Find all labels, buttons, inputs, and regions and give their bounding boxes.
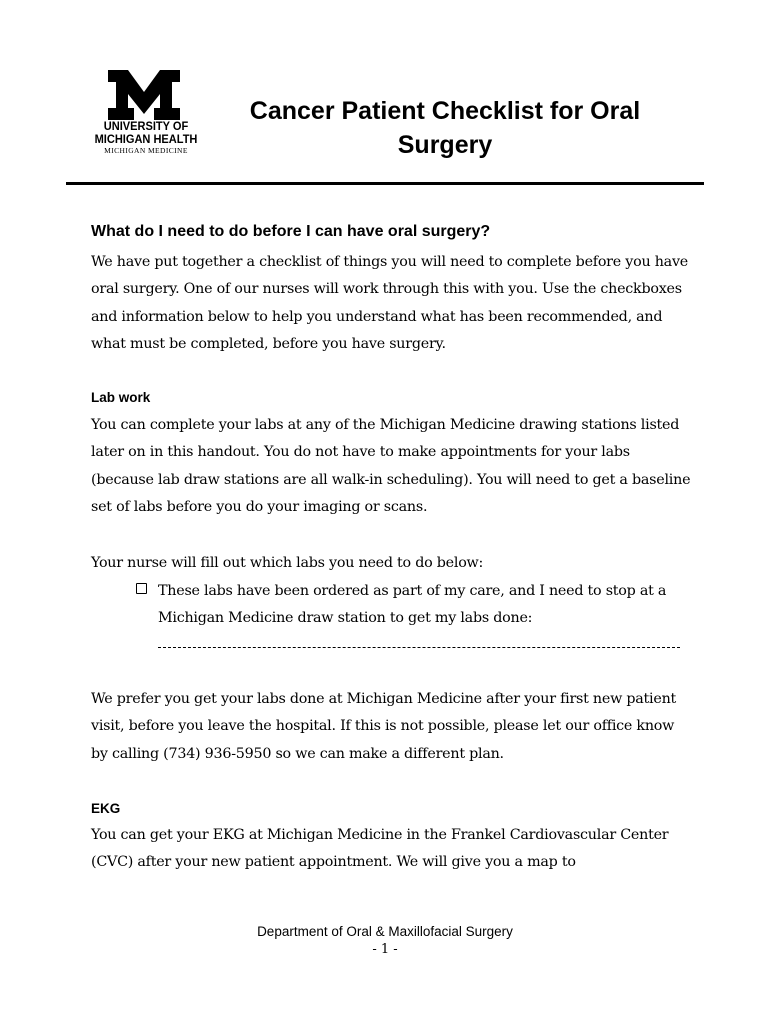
document-title: Cancer Patient Checklist for Oral Surgery xyxy=(249,97,641,159)
intro-heading: What do I need to do before I can have oral surgery? xyxy=(91,223,491,240)
labs-ordered-checkbox[interactable] xyxy=(136,583,147,594)
prefer-labs-paragraph: We prefer you get your labs done at Michigan Medicine after your first new patient visit, before you leave the hospital. If this is not possible, please let our office know by calling (734) 936-5950 so we can make a different plan. xyxy=(91,691,677,762)
lab-work-paragraph: You can complete your labs at any of the Michigan Medicine drawing stations listed later on in this handout. You do not have to make appointments for your labs (because lab draw stations are all walk-in scheduling). You will need to get a baseline set of labs before you do your imaging or scans. xyxy=(91,417,691,515)
page-number: - 1 - xyxy=(372,942,398,957)
logo-text-medicine: MICHIGAN MEDICINE xyxy=(104,146,188,155)
header-divider xyxy=(66,182,704,185)
labs-fill-in-line xyxy=(158,647,680,648)
ekg-heading: EKG xyxy=(91,801,121,816)
logo-text-health: MICHIGAN HEALTH xyxy=(94,132,198,146)
nurse-note: Your nurse will fill out which labs you need to do below: xyxy=(91,555,484,571)
labs-ordered-label: These labs have been ordered as part of my care, and I need to stop at a Michigan Medicine draw station to get my labs done: xyxy=(158,583,667,626)
block-m-icon xyxy=(108,70,180,120)
logo-text-university: UNIVERSITY OF xyxy=(103,119,189,133)
footer-department: Department of Oral & Maxillofacial Surgery xyxy=(257,924,513,939)
lab-work-heading: Lab work xyxy=(91,390,151,405)
ekg-paragraph: You can get your EKG at Michigan Medicine in the Frankel Cardiovascular Center (CVC) after your new patient appointment. We will give you a map to xyxy=(91,827,669,871)
university-logo xyxy=(88,70,204,155)
intro-paragraph: We have put together a checklist of things you will need to complete before you have oral surgery. One of our nurses will work through this with you. Use the checkboxes and information below to help you understand what has been recommended, and what must be completed, before you have surgery. xyxy=(91,254,688,352)
